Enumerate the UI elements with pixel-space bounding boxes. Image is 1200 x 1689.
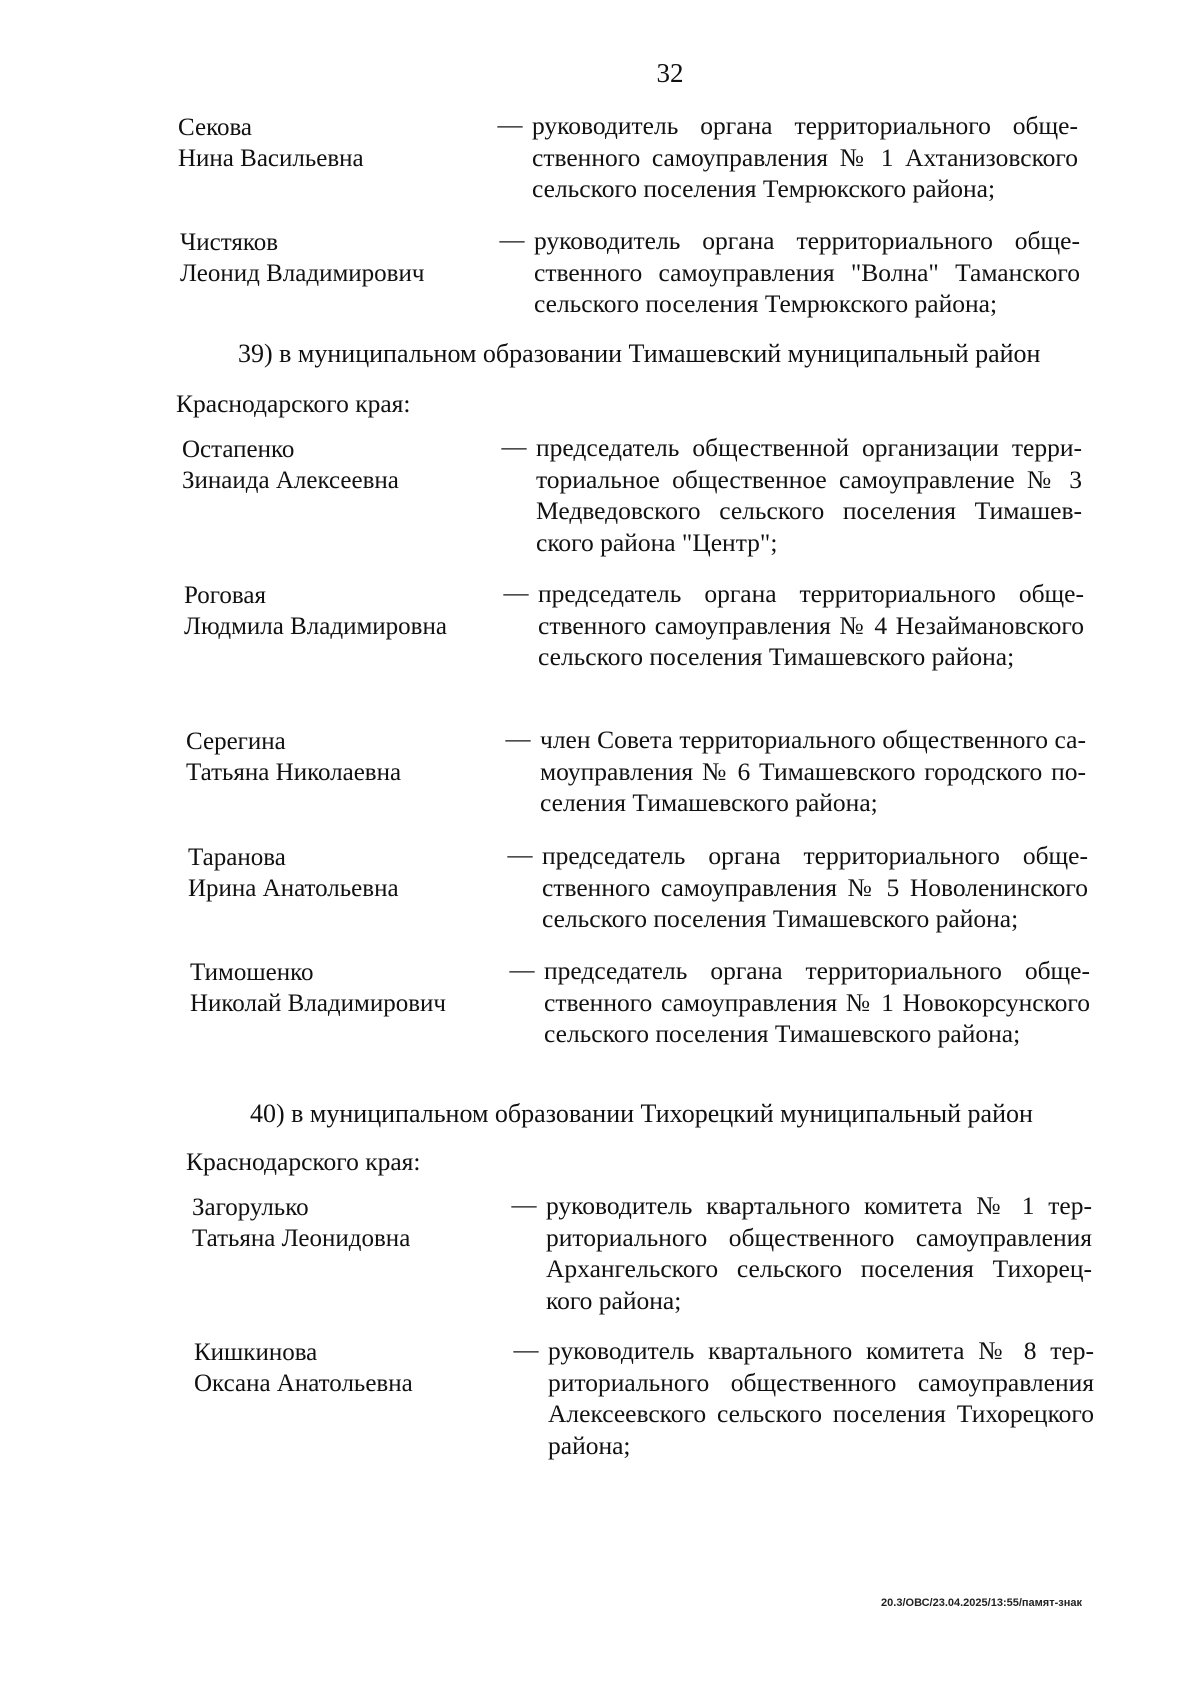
member-entry — [178, 110, 1078, 205]
member-name — [186, 724, 496, 819]
member-entry — [188, 840, 1088, 935]
member-name — [180, 225, 490, 320]
member-first-name: Ирина Анатольевна — [188, 875, 399, 902]
member-last-name: Загорулько — [192, 1194, 309, 1221]
em-dash: — — [503, 580, 529, 607]
section-39-heading: 39) в муниципальном образовании Тимашевский муниципальный район — [238, 339, 1041, 368]
em-dash: — — [497, 112, 523, 139]
member-entry — [194, 1335, 1094, 1461]
em-dash: — — [505, 726, 531, 753]
member-position: руководитель квартального комитета № 8 территориального общественного самоуправления Алексеевского сельского поселения Тихорецкого района; — [548, 1336, 1094, 1460]
member-first-name: Людмила Владимировна — [184, 613, 447, 640]
em-dash: — — [511, 1192, 537, 1219]
member-name — [178, 110, 488, 205]
em-dash: — — [507, 842, 533, 869]
member-position: член Совета территориального общественного самоуправления № 6 Тимашевского городского поселения Тимашевского района; — [540, 725, 1086, 817]
member-first-name: Николай Владимирович — [190, 990, 446, 1017]
member-last-name: Чистяков — [180, 229, 278, 256]
member-last-name: Кишкинова — [194, 1339, 318, 1366]
member-first-name: Татьяна Леонидовна — [192, 1225, 411, 1252]
member-last-name: Тимошенко — [190, 959, 314, 986]
member-position: председатель органа территориального общественного самоуправления № 5 Новоленинского сельского поселения Тимашевского района; — [542, 841, 1088, 933]
member-first-name: Зинаида Алексеевна — [182, 467, 399, 494]
member-name — [188, 840, 498, 935]
member-last-name: Остапенко — [182, 436, 295, 463]
member-position: руководитель органа территориального общественного самоуправления № 1 Ахтанизовского сельского поселения Темрюкского района; — [532, 111, 1078, 203]
member-position: руководитель органа территориального общественного самоуправления "Волна" Таманского сельского поселения Темрюкского района; — [534, 226, 1080, 318]
member-position: руководитель квартального комитета № 1 территориального общественного самоуправления Архангельского сельского поселения Тихорецкого района; — [546, 1191, 1092, 1315]
member-entry — [186, 724, 1086, 819]
member-entry — [190, 955, 1090, 1050]
member-last-name: Таранова — [188, 844, 286, 871]
member-name — [192, 1190, 502, 1316]
member-entry — [184, 578, 1084, 673]
member-name — [182, 432, 492, 558]
member-entry — [192, 1190, 1092, 1316]
member-last-name: Роговая — [184, 582, 266, 609]
em-dash: — — [509, 957, 535, 984]
member-entry — [180, 225, 1080, 320]
member-entry — [182, 432, 1082, 558]
member-first-name: Нина Васильевна — [178, 145, 364, 172]
member-position: председатель общественной организации территориальное общественное самоуправление № 3 Медведовского сельского поселения Тимашевского района "Центр"; — [536, 433, 1082, 557]
member-name — [194, 1335, 504, 1461]
em-dash: — — [513, 1337, 539, 1364]
member-name — [190, 955, 500, 1050]
em-dash: — — [501, 434, 527, 461]
member-position: председатель органа территориального общественного самоуправления № 4 Незаймановского сельского поселения Тимашевского района; — [538, 579, 1084, 671]
page-number: 32 — [656, 58, 684, 88]
member-last-name: Секова — [178, 114, 253, 141]
section-39-region: Краснодарского края: — [176, 389, 411, 418]
section-40-region: Краснодарского края: — [186, 1147, 421, 1176]
member-first-name: Леонид Владимирович — [180, 260, 425, 287]
document-code: 20.3/ОВС/23.04.2025/13:55/памят-знак — [881, 1597, 1082, 1609]
member-first-name: Оксана Анатольевна — [194, 1370, 413, 1397]
member-name — [184, 578, 494, 673]
member-last-name: Серегина — [186, 728, 286, 755]
member-position: председатель органа территориального общественного самоуправления № 1 Новокорсунского сельского поселения Тимашевского района; — [544, 956, 1090, 1048]
section-40-heading: 40) в муниципальном образовании Тихорецкий муниципальный район — [250, 1099, 1033, 1128]
member-first-name: Татьяна Николаевна — [186, 759, 402, 786]
em-dash: — — [499, 227, 525, 254]
